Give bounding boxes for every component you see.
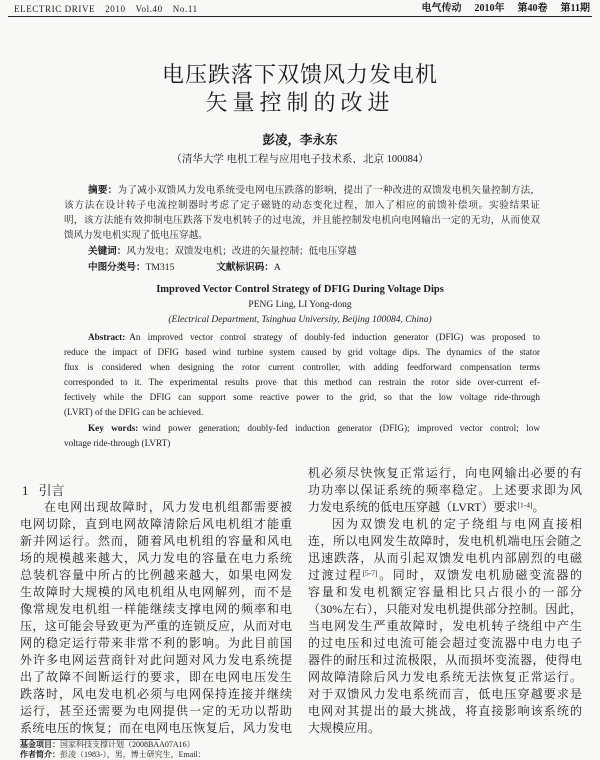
abstract-zh	[64, 183, 540, 243]
title-zh-line2: 矢量控制的改进	[205, 90, 395, 115]
keywords-en-line	[64, 421, 540, 436]
affiliation-zh: （清华大学 电机工程与应用电子技术系，北京 100084）	[171, 154, 429, 165]
classification-line	[64, 260, 540, 275]
body-line-text: 力发电系统的低电压穿越（LVRT）要求	[308, 500, 518, 514]
abstract-en-label: Abstract:	[88, 332, 126, 342]
citation-ref: [1-4]	[517, 500, 533, 510]
body-line: 运行，甚至还需要为电网提供一定的无功以帮助	[20, 704, 292, 718]
abstract-en-line: (LVRT) of the DFIG can be achieved.	[64, 407, 204, 417]
header-issue: No.11	[172, 4, 198, 14]
body-line: （30%左右），只能对发电机提供部分控制。因此，	[308, 602, 582, 616]
body-column-left	[20, 499, 292, 737]
keywords-zh-line	[64, 244, 540, 259]
section-heading	[22, 482, 65, 499]
journal-name-zh: 电气传动	[421, 3, 462, 14]
body-line: 大规模应用。	[308, 721, 381, 735]
section-title: 引言	[38, 483, 65, 498]
body-line: 系统电压的恢复；而在电网电压恢复后，风力发电	[20, 721, 292, 735]
body-line: 新并网运行。然而，随着风电机组的容量和风电	[20, 534, 292, 548]
footnote-fund	[20, 740, 195, 750]
body-line: 机必须尽快恢复正常运行，向电网输出必要的有	[308, 466, 582, 480]
body-line: 当电网发生严重故障时，发电机转子绕组中产生	[308, 619, 582, 633]
body-line: 外许多电网运营商针对此问题对风力发电系统提	[20, 653, 292, 667]
body-line: 跌落时，风电发电机必须与电网保持连接并继续	[20, 687, 292, 701]
keywords-en-line: voltage ride-through (LVRT)	[64, 438, 171, 448]
abstract-zh-text: 为了减小双馈风力发电系统受电网电压跌落的影响，提出了一种改进的双馈发电机矢量控制方法，	[117, 185, 540, 196]
abstract-zh-line: 该方法在设计转子电流控制器时考虑了定子磁链的动态变化过程，加入了相应的前馈补偿项。实验结果证	[64, 200, 540, 211]
body-line: 压，这可能会导致更为严重的连锁反应，从而对电	[20, 619, 292, 633]
body-line: 迅速跌落，从而引起双馈发电机内部剧烈的电磁	[308, 551, 582, 565]
body-line: 场的规模越来越大，风力发电的容量在电力系统	[20, 551, 292, 565]
body-line	[308, 567, 582, 584]
header-issue-zh: 第11期	[560, 3, 590, 14]
header-volume-zh: 第40卷	[517, 3, 548, 14]
body-line: 出了故障不间断运行的要求，即在电网电压发生	[20, 670, 292, 684]
body-line: 像常规发电机组一样能继续支撑电网的频率和电	[20, 602, 292, 616]
affiliation-en: (Electrical Department, Tsinghua University, Beijing 100084, China)	[168, 315, 432, 325]
body-line: 在电网出现故障时，风力发电机组都需要被	[44, 500, 292, 514]
keywords-zh-label: 关键词：	[88, 246, 127, 257]
body-line: 因为双馈发电机的定子绕组与电网直接相	[332, 517, 582, 531]
abstract-en-line: fectively while the DFIG can support some reactive power to the grid, so that the low voltage ride-through	[64, 392, 540, 402]
body-line-text: 过渡过程	[308, 568, 363, 582]
body-line: 的过电压和过电流可能会超过变流器中电力电子	[308, 636, 582, 650]
body-line: 电网对其提出的最大挑战，将直接影响该系统的	[308, 704, 582, 718]
body-line: 连，所以电网发生故障时，发电机机端电压会随之	[308, 534, 582, 548]
abstract-en-text: An improved vector control strategy of doubly-fed induction generator (DFIG) was proposed to	[129, 332, 540, 342]
header-volume: Vol.40	[135, 4, 163, 14]
abstract-en-line: reduce the impact of DFIG based wind turbine system caused by grid voltage dips. The dynamics of the stator	[64, 347, 540, 357]
keywords-zh	[64, 244, 540, 259]
footnote-author	[20, 750, 206, 760]
journal-name-en: ELECTRIC DRIVE	[14, 4, 96, 14]
abstract-en-line: corresponded to it. The experimental results prove that this method can restrain the rotor side over-current ef-	[64, 377, 540, 387]
title-en: Improved Vector Control Strategy of DFIG During Voltage Dips	[156, 284, 444, 295]
authors-zh: 彭凌，李永东	[262, 133, 338, 147]
keywords-en-text: wind power generation; doubly-fed induction generator (DFIG); improved vector control; low	[142, 423, 540, 433]
header-year: 2010	[105, 4, 126, 14]
body-line-tail: 。	[532, 500, 545, 514]
clc-number: TM315	[145, 262, 175, 273]
body-line: 容量和发电机额定容量相比只占很小的一部分	[308, 585, 582, 599]
abstract-zh-line: 馈风力发电机实现了低电压穿越。	[64, 230, 208, 241]
clc-label: 中图分类号：	[88, 262, 146, 273]
classification-row	[64, 260, 540, 275]
running-header-left	[14, 3, 208, 15]
keywords-en	[64, 421, 540, 451]
authors-en: PENG Ling, LI Yong-dong	[248, 300, 352, 310]
footnote-fund-text: 国家科技支撑计划（2008BAA07A16）	[60, 740, 195, 749]
body-line: 电网切除，直到电网故障清除后风电机组才能重	[20, 517, 292, 531]
header-rule	[8, 16, 592, 17]
abstract-en-line	[64, 330, 540, 345]
body-line: 对于双馈风力发电系统而言，低电压穿越要求是	[308, 687, 582, 701]
abstract-en	[64, 330, 540, 420]
document-code-label: 文献标识码：	[216, 262, 274, 273]
title-zh-line1: 电压跌落下双馈风力发电机	[161, 62, 438, 87]
body-line-tail: 。同时，双馈发电机励磁变流器的	[377, 568, 582, 582]
keywords-zh-text: 风力发电；双馈发电机；改进的矢量控制；低电压穿越	[126, 246, 357, 257]
abstract-zh-label: 摘要：	[88, 185, 118, 196]
abstract-en-line: flux is considered when designing the rotor current controller, with adding feedforward compensation terms	[64, 362, 540, 372]
footnote-author-text: 彭凌（1983-），男，博士研究生，Email：	[60, 750, 206, 759]
section-number: 1	[22, 483, 29, 498]
body-line: 器件的耐压和过流极限，从而损坏变流器，使得电	[308, 653, 582, 667]
body-line: 网故障清除后风力发电系统无法恢复正常运行。	[308, 670, 582, 684]
keywords-en-label: Key words:	[88, 423, 139, 433]
header-year-zh: 2010年	[474, 3, 505, 14]
footnote-fund-label: 基金项目：	[20, 740, 60, 749]
body-line: 网的稳定运行带来非常不利的影响。为此目前国	[20, 636, 292, 650]
body-line: 总装机容量中所占的比例越来越大，如果电网发	[20, 568, 292, 582]
running-header-right	[409, 2, 590, 15]
abstract-zh-line: 明，该方法能有效抑制电压跌落下发电机转子的过电流，并且能控制发电机向电网输出一定的无功，从而使双	[64, 215, 540, 226]
body-column-right	[308, 465, 582, 737]
abstract-zh-line	[64, 183, 540, 198]
body-line: 功功率以保证系统的频率稳定。上述要求即为风	[308, 483, 582, 497]
body-line: 生故障时大规模的风电机组从电网解列，而不是	[20, 585, 292, 599]
footnote-author-label: 作者简介：	[20, 750, 60, 759]
citation-ref: [5-7]	[362, 568, 378, 578]
body-line	[308, 499, 582, 516]
document-code: A	[273, 262, 281, 273]
